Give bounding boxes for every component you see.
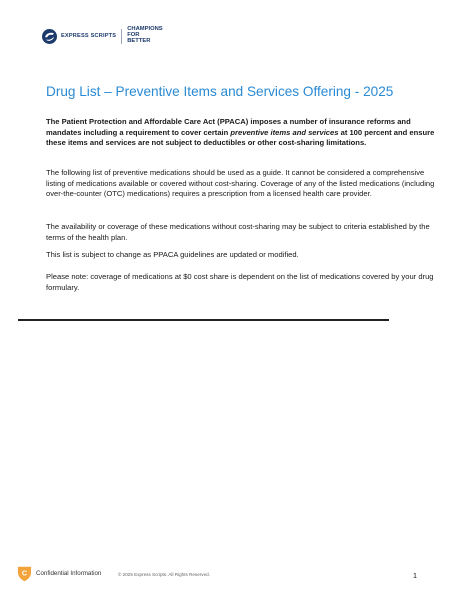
copyright-text: © 2025 Express Scripts. All Rights Reserved. <box>118 572 210 577</box>
tagline-line: FOR <box>127 32 140 39</box>
change-notice-paragraph: This list is subject to change as PPACA guidelines are updated or modified. <box>46 250 299 259</box>
formulary-note-paragraph: Please note: coverage of medications at $0 cost share is dependent on the list of medications covered by your drug formulary. <box>46 272 434 292</box>
confidential-shield-icon <box>17 566 32 582</box>
availability-paragraph: The availability or coverage of these medications without cost-sharing may be subject to criteria established by the terms of the health plan. <box>46 222 430 242</box>
tagline-line: CHAMPIONS <box>127 26 163 33</box>
express-scripts-logo-icon <box>42 29 57 44</box>
intro-emphasis: preventive items and services <box>230 127 339 137</box>
tagline-line: BETTER <box>127 37 151 44</box>
section-divider <box>18 319 389 321</box>
intro-text-part1: The Patient Protection and Affordable Care Act (PPACA) imposes a number of insurance reforms and mandates including a requirement to cover certain <box>46 117 411 137</box>
guide-paragraph: The following list of preventive medications should be used as a guide. It cannot be considered a comprehensive listing of medications available or covered without cost-sharing. Coverage of any of the listed medications (including over-the-counter (OTC) medications) requires a prescription from a licensed health care provider. <box>46 168 435 199</box>
intro-text-part2: at 100 percent and ensure these items and services are not subject to deductibles or other cost-sharing limitations. <box>46 127 435 148</box>
document-title: Drug List – Preventive Items and Services Offering - 2025 <box>46 84 394 99</box>
logo-divider <box>121 29 122 44</box>
intro-paragraph <box>46 117 436 149</box>
page-number: 1 <box>413 571 417 580</box>
brand-tagline <box>127 27 167 44</box>
express-scripts-logo <box>42 26 167 46</box>
confidential-label: Confidential Information <box>36 570 102 577</box>
brand-name: EXPRESS SCRIPTS <box>61 33 117 39</box>
svg-text:C: C <box>21 568 28 578</box>
